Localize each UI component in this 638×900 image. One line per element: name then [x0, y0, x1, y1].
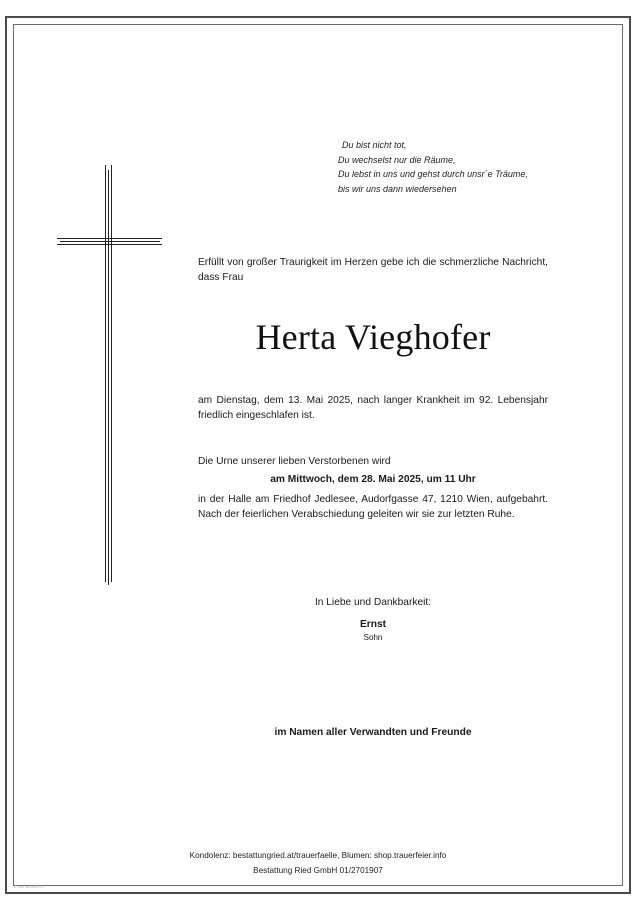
image-code: © Bst. 893023 07	[14, 884, 45, 889]
mourner-name: Ernst	[359, 619, 387, 630]
poem	[338, 138, 528, 196]
ceremony-date: am Mittwoch, dem 28. Mai 2025, um 11 Uhr	[270, 474, 476, 485]
intro-text: Erfüllt von großer Traurigkeit im Herzen gebe ich die schmerzliche Nachricht, dass Frau	[198, 257, 548, 283]
family-note: im Namen aller Verwandten und Freunde	[274, 727, 472, 738]
deceased-name: Herta Vieghofer	[255, 317, 491, 357]
mourner-relation: Sohn	[363, 633, 383, 642]
poem-line: bis wir uns dann wiedersehen	[338, 183, 457, 194]
urn-intro: Die Urne unserer lieben Verstorbenen wird	[198, 456, 391, 467]
footer-company: Bestattung Ried GmbH 01/2701907	[253, 866, 383, 875]
death-notice: am Dienstag, dem 13. Mai 2025, nach langer Krankheit im 92. Lebensjahr friedlich eingeschlafen ist.	[198, 395, 548, 421]
footer-contact: Kondolenz: bestattungried.at/trauerfaelle, Blumen: shop.trauerfeier.info	[189, 851, 447, 860]
poem-line: Du bist nicht tot,	[342, 140, 407, 150]
ceremony-details: in der Halle am Friedhof Jedlesee, Audorfgasse 47, 1210 Wien, aufgebahrt. Nach der feierlichen Verabschiedung geleiten wir sie zur letzten Ruhe.	[198, 494, 548, 520]
gratitude-line: In Liebe und Dankbarkeit:	[314, 597, 432, 608]
poem-line: Du lebst in uns und gehst durch unsr´e Träume,	[338, 169, 528, 179]
poem-line: Du wechselst nur die Räume,	[338, 154, 456, 165]
